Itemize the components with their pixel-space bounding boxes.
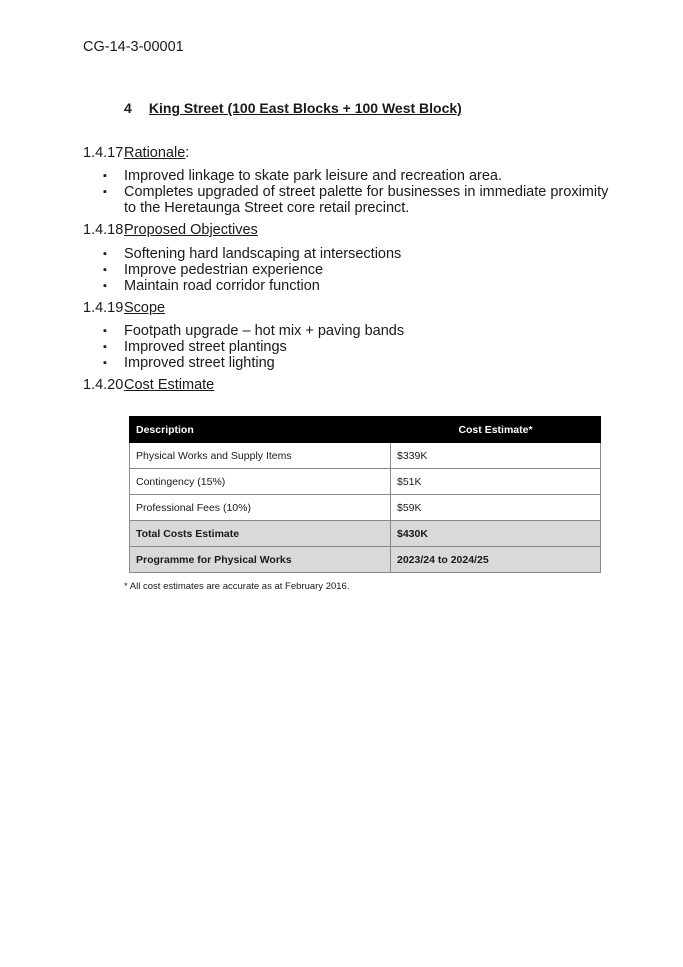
bullet-icon: ▪: [103, 186, 107, 198]
table-cell: $430K: [391, 521, 601, 547]
table-header-description: Description: [130, 417, 391, 443]
scope-bullet-list: [103, 323, 613, 371]
table-row-programme: [130, 547, 601, 573]
cost-estimate-table: [129, 416, 601, 573]
list-item: [103, 246, 613, 262]
list-item: [103, 184, 613, 216]
bullet-text: Improved linkage to skate park leisure and recreation area.: [124, 168, 503, 184]
list-item: [103, 323, 613, 339]
bullet-text: Footpath upgrade – hot mix + paving bands: [124, 323, 405, 339]
bullet-icon: ▪: [103, 248, 107, 260]
bullet-text: Improved street plantings: [124, 339, 287, 355]
scope-number: 1.4.19: [83, 300, 124, 316]
objectives-heading: [83, 222, 258, 238]
table-footnote: * All cost estimates are accurate as at February 2016.: [124, 581, 350, 592]
table-cell: 2023/24 to 2024/25: [391, 547, 601, 573]
table-cell: $59K: [391, 495, 601, 521]
bullet-text: Completes upgraded of street palette for businesses in immediate proximity to the Heretaunga Street core retail precinct.: [124, 184, 609, 216]
bullet-text: Improved street lighting: [124, 355, 275, 371]
list-item: [103, 355, 613, 371]
document-reference: CG-14-3-00001: [83, 39, 184, 55]
objectives-bullet-list: [103, 246, 613, 294]
rationale-bullet-list: [103, 168, 613, 216]
list-item: [103, 278, 613, 294]
cost-estimate-label: Cost Estimate: [124, 377, 215, 393]
list-item: [103, 262, 613, 278]
list-item: [103, 168, 613, 184]
bullet-icon: ▪: [103, 264, 107, 276]
section-heading: [124, 100, 462, 116]
bullet-icon: ▪: [103, 341, 107, 353]
table-cell: $51K: [391, 469, 601, 495]
scope-label: Scope: [124, 300, 166, 316]
section-heading-title: King Street (100 East Blocks + 100 West Block): [148, 100, 462, 116]
table-cell: Professional Fees (10%): [130, 495, 391, 521]
bullet-text: Maintain road corridor function: [124, 278, 320, 294]
rationale-heading: [83, 145, 189, 161]
table-header-row: [130, 417, 601, 443]
rationale-colon: :: [185, 145, 190, 161]
table-cell: Physical Works and Supply Items: [130, 443, 391, 469]
cost-estimate-number: 1.4.20: [83, 377, 124, 393]
bullet-icon: ▪: [103, 325, 107, 337]
table-cell: Contingency (15%): [130, 469, 391, 495]
rationale-number: 1.4.17: [83, 145, 124, 161]
bullet-icon: ▪: [103, 280, 107, 292]
scope-heading: [83, 300, 165, 316]
bullet-text: Improve pedestrian experience: [124, 262, 324, 278]
rationale-label: Rationale: [124, 145, 186, 161]
bullet-icon: ▪: [103, 170, 107, 182]
bullet-icon: ▪: [103, 357, 107, 369]
table-cell: Total Costs Estimate: [130, 521, 391, 547]
table-header-cost-estimate: Cost Estimate*: [391, 417, 601, 443]
section-heading-number: 4: [124, 100, 132, 116]
objectives-label: Proposed Objectives: [124, 222, 258, 238]
table-cell: $339K: [391, 443, 601, 469]
objectives-number: 1.4.18: [83, 222, 124, 238]
table-row-total: [130, 521, 601, 547]
table-row: [130, 443, 601, 469]
bullet-text: Softening hard landscaping at intersections: [124, 246, 402, 262]
table-cell: Programme for Physical Works: [130, 547, 391, 573]
table-row: [130, 495, 601, 521]
list-item: [103, 339, 613, 355]
table-row: [130, 469, 601, 495]
cost-estimate-heading: [83, 377, 214, 393]
